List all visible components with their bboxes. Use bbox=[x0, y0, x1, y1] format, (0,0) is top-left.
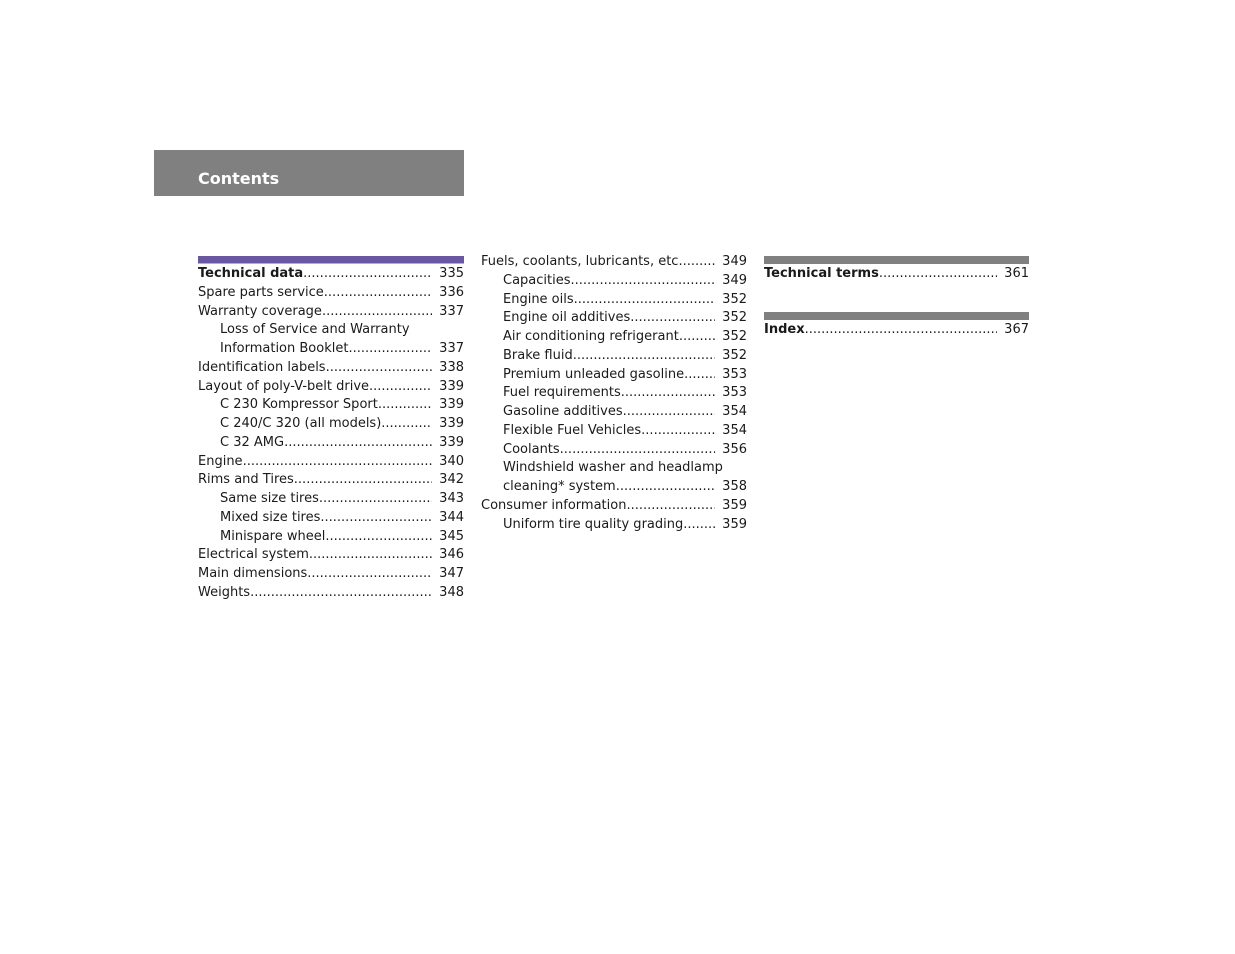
leader-dots bbox=[621, 384, 715, 403]
toc-entry-label: C 32 AMG bbox=[220, 434, 285, 450]
toc-entry-page: 361 bbox=[1004, 266, 1029, 281]
toc-entry-page: 336 bbox=[439, 284, 464, 300]
toc-entry-label: Engine oils bbox=[503, 291, 574, 307]
leader-dots bbox=[574, 291, 716, 310]
toc-entry-page: 344 bbox=[439, 509, 464, 525]
toc-entry[interactable] bbox=[198, 396, 464, 415]
toc-entry-page: 339 bbox=[439, 434, 464, 450]
toc-entry[interactable] bbox=[198, 584, 464, 603]
toc-entry-label: Engine bbox=[198, 453, 243, 469]
leader-dots bbox=[626, 497, 715, 516]
toc-entry-page: 359 bbox=[722, 516, 747, 532]
leader-dots bbox=[307, 565, 432, 584]
toc-entry[interactable] bbox=[481, 441, 747, 460]
toc-entry-page: 343 bbox=[439, 491, 464, 506]
leader-dots bbox=[571, 272, 716, 291]
toc-entry[interactable] bbox=[198, 565, 464, 584]
toc-entry-label: Same size tires bbox=[220, 491, 319, 506]
leader-dots bbox=[623, 403, 716, 422]
toc-entry-label: Windshield washer and headlamp bbox=[503, 460, 723, 476]
toc-entry-page: 354 bbox=[722, 404, 747, 419]
toc-entry[interactable] bbox=[198, 321, 464, 340]
toc-entry[interactable] bbox=[481, 497, 747, 516]
leader-dots bbox=[879, 265, 997, 283]
toc-entry-page: 348 bbox=[439, 584, 464, 600]
toc-entry[interactable] bbox=[481, 291, 747, 310]
leader-dots bbox=[322, 303, 432, 322]
toc-entry-page: 345 bbox=[439, 528, 464, 544]
toc-entry[interactable] bbox=[481, 253, 747, 272]
toc-entry-page: 358 bbox=[722, 479, 747, 494]
toc-entry-index[interactable] bbox=[764, 321, 1029, 339]
leader-dots bbox=[630, 309, 715, 328]
toc-entry[interactable] bbox=[481, 328, 747, 347]
toc-entry-label: Capacities bbox=[503, 272, 571, 288]
toc-entry-page: 346 bbox=[439, 547, 464, 563]
toc-entry[interactable] bbox=[481, 478, 747, 497]
toc-entry[interactable] bbox=[481, 459, 747, 478]
toc-entry-label: Index bbox=[764, 322, 805, 337]
toc-entry-page: 339 bbox=[439, 416, 464, 431]
toc-entry-page: 335 bbox=[439, 266, 464, 281]
section-bar-technical-terms bbox=[764, 256, 1029, 264]
section-bar-index bbox=[764, 312, 1029, 320]
toc-entry-page: 353 bbox=[722, 385, 747, 401]
toc-entry[interactable] bbox=[481, 272, 747, 291]
toc-entry-label: Uniform tire quality grading bbox=[503, 516, 684, 532]
toc-entry-label: Fuels, coolants, lubricants, etc. bbox=[481, 254, 683, 269]
toc-entry-label: Technical data bbox=[198, 266, 304, 281]
toc-entry-page: 354 bbox=[722, 422, 747, 438]
leader-dots bbox=[683, 253, 716, 272]
toc-entry-label: Identification labels bbox=[198, 359, 326, 375]
leader-dots bbox=[325, 528, 432, 547]
leader-dots bbox=[560, 441, 716, 460]
toc-entry-label: Loss of Service and Warranty bbox=[220, 322, 410, 338]
toc-entry[interactable] bbox=[481, 422, 747, 441]
toc-entry[interactable] bbox=[481, 384, 747, 403]
toc-entry-page: 339 bbox=[439, 397, 464, 413]
toc-entry-label: C 230 Kompressor Sport bbox=[220, 397, 378, 413]
toc-entry[interactable] bbox=[481, 403, 747, 422]
toc-entry-label: Information Booklet bbox=[220, 341, 349, 356]
toc-entry-page: 356 bbox=[722, 441, 747, 457]
toc-entry-label: Weights bbox=[198, 584, 251, 600]
leader-dots bbox=[381, 415, 432, 434]
toc-entry-label: Air conditioning refrigerant bbox=[503, 329, 679, 344]
toc-entry-label: Brake fluid bbox=[503, 347, 573, 363]
toc-entry[interactable] bbox=[198, 303, 464, 322]
toc-entry-label: Flexible Fuel Vehicles bbox=[503, 422, 642, 438]
toc-entry[interactable] bbox=[198, 359, 464, 378]
toc-entry-label: Technical terms bbox=[764, 266, 879, 281]
toc-column-3 bbox=[764, 256, 1029, 339]
toc-entry-label: Rims and Tires bbox=[198, 472, 294, 488]
leader-dots bbox=[378, 396, 432, 415]
toc-entry-label: Mixed size tires bbox=[220, 509, 321, 525]
toc-entry-page: 340 bbox=[439, 453, 464, 469]
toc-entry[interactable] bbox=[198, 490, 464, 509]
toc-entry-page: 359 bbox=[722, 497, 747, 513]
toc-entry-label: Warranty coverage bbox=[198, 303, 322, 319]
toc-entry-page: 337 bbox=[439, 303, 464, 319]
toc-entry[interactable] bbox=[198, 415, 464, 434]
leader-dots bbox=[326, 359, 433, 378]
toc-entry[interactable] bbox=[198, 528, 464, 547]
leader-dots bbox=[684, 366, 715, 385]
toc-entry-page: 349 bbox=[722, 272, 747, 288]
toc-entry-label: Minispare wheel bbox=[220, 528, 326, 544]
toc-entry[interactable] bbox=[198, 509, 464, 528]
toc-entry[interactable] bbox=[481, 516, 747, 535]
toc-entry[interactable] bbox=[198, 378, 464, 397]
leader-dots bbox=[573, 347, 715, 366]
leader-dots bbox=[309, 546, 432, 565]
toc-entry-page: 352 bbox=[722, 310, 747, 326]
toc-list-1 bbox=[198, 265, 464, 603]
toc-entry-page: 338 bbox=[439, 359, 464, 375]
toc-entry-page: 339 bbox=[439, 378, 464, 394]
toc-entry-page: 352 bbox=[722, 329, 747, 344]
toc-entry-page: 337 bbox=[439, 341, 464, 356]
toc-entry-label: Layout of poly-V-belt drive bbox=[198, 378, 370, 394]
toc-entry-label: Fuel requirements bbox=[503, 385, 621, 401]
contents-header-bar bbox=[154, 150, 464, 196]
leader-dots bbox=[250, 584, 432, 603]
leader-dots bbox=[679, 328, 715, 347]
leader-dots bbox=[320, 509, 432, 528]
leader-dots bbox=[805, 321, 998, 339]
toc-entry[interactable] bbox=[198, 434, 464, 453]
toc-entry-label: Premium unleaded gasoline bbox=[503, 366, 685, 382]
leader-dots bbox=[284, 434, 432, 453]
toc-entry[interactable] bbox=[198, 265, 464, 284]
leader-dots bbox=[319, 490, 432, 509]
leader-dots bbox=[348, 340, 432, 359]
toc-entry[interactable] bbox=[198, 284, 464, 303]
toc-entry-page: 342 bbox=[439, 472, 464, 488]
toc-entry-label: cleaning* system bbox=[503, 479, 616, 494]
leader-dots bbox=[294, 471, 432, 490]
toc-entry[interactable] bbox=[198, 471, 464, 490]
toc-entry-page: 367 bbox=[1004, 322, 1029, 337]
toc-column-1 bbox=[198, 256, 464, 603]
toc-entry[interactable] bbox=[481, 366, 747, 385]
leader-dots bbox=[616, 478, 715, 497]
toc-entry-label: Main dimensions bbox=[198, 566, 308, 581]
toc-entry-page: 349 bbox=[722, 254, 747, 269]
toc-entry-label: Engine oil additives bbox=[503, 310, 631, 326]
leader-dots bbox=[641, 422, 715, 441]
toc-entry-label: Coolants bbox=[503, 441, 560, 457]
toc-entry-label: Spare parts service bbox=[198, 284, 324, 300]
toc-entry[interactable] bbox=[481, 309, 747, 328]
toc-entry[interactable] bbox=[198, 453, 464, 472]
toc-entry[interactable] bbox=[481, 347, 747, 366]
toc-entry-page: 353 bbox=[722, 366, 747, 382]
toc-entry-page: 352 bbox=[722, 291, 747, 307]
toc-entry-label: Electrical system bbox=[198, 547, 309, 563]
leader-dots bbox=[324, 284, 432, 303]
toc-column-2 bbox=[481, 253, 747, 534]
toc-entry-label: Consumer information bbox=[481, 497, 627, 513]
leader-dots bbox=[243, 453, 433, 472]
toc-entry-label: C 240/C 320 (all models) bbox=[220, 416, 382, 431]
leader-dots bbox=[369, 378, 432, 397]
toc-entry-label: Gasoline additives bbox=[503, 404, 623, 419]
toc-entry-page: 352 bbox=[722, 347, 747, 363]
toc-entry[interactable] bbox=[198, 546, 464, 565]
leader-dots bbox=[683, 516, 715, 535]
toc-list-2 bbox=[481, 253, 747, 534]
leader-dots bbox=[303, 265, 432, 284]
toc-entry-technical-terms[interactable] bbox=[764, 265, 1029, 283]
toc-entry-page: 347 bbox=[439, 566, 464, 581]
page-title: Contents bbox=[198, 169, 280, 188]
toc-entry[interactable] bbox=[198, 340, 464, 359]
